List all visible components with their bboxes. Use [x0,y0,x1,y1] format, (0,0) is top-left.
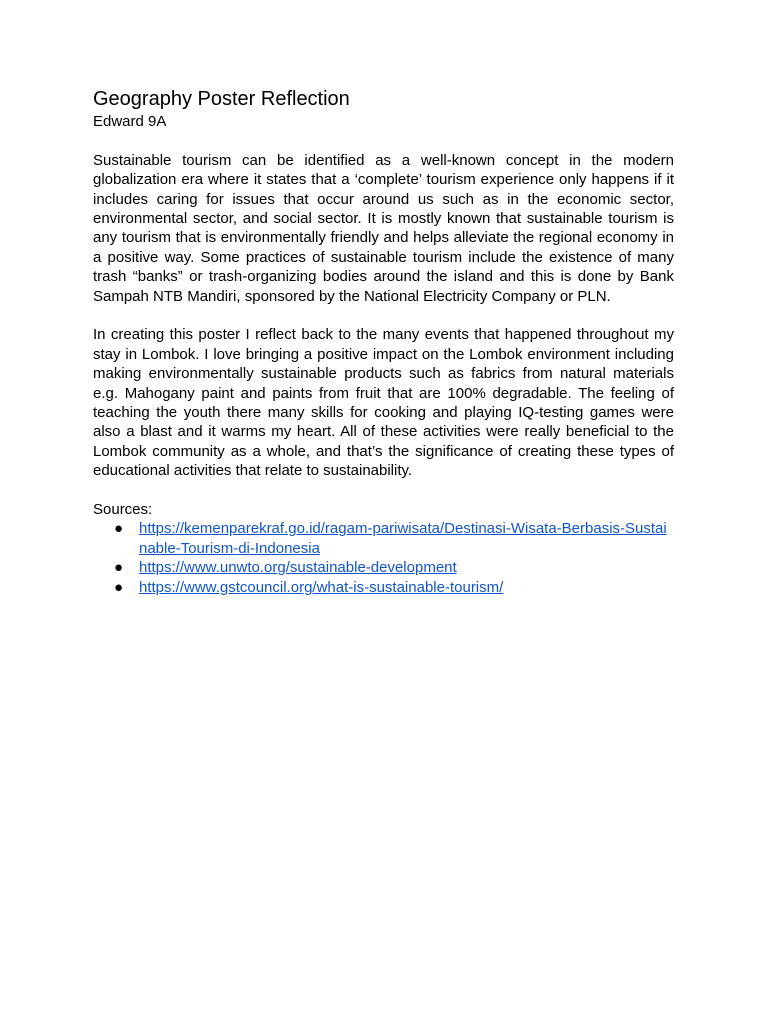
paragraph-reflection: In creating this poster I reflect back to the many events that happened throughout my stay in Lombok. I love bringing a positive impact on the Lombok environment including making environmentally sustainable products such as fabrics from natural materials e.g. Mahogany paint and paints from fruit that are 100% degradable. The feeling of teaching the youth there many skills for cooking and playing IQ-testing games were also a blast and it warms my heart. All of these activities were really beneficial to the Lombok community as a whole, and that’s the significance of creating these types of educational activities that relate to sustainability. [93,326,674,480]
paragraph-sustainable-tourism: Sustainable tourism can be identified as a well-known concept in the modern globalization era where it states that a ‘complete’ tourism experience only happens if it includes caring for issues that occur around us such as in the economic sector, environmental sector, and social sector. It is mostly known that sustainable tourism is any tourism that is environmentally friendly and helps alleviate the regional economy in a positive way. Some practices of sustainable tourism include the existence of many trash “banks” or trash-organizing bodies around the island and this is done by Bank Sampah NTB Mandiri, sponsored by the National Electricity Company or PLN. [93,151,674,305]
sources-list [93,519,674,597]
source-item [93,578,674,597]
bullet-icon: ● [114,578,124,596]
sources-label: Sources: [93,501,153,519]
blank-line [93,306,674,325]
document-title: Geography Poster Reflection [93,88,350,110]
blank-line [93,131,674,150]
source-item [93,519,674,558]
source-link-gstcouncil[interactable]: https://www.gstcouncil.org/what-is-sustainable-tourism/ [139,578,504,596]
source-link-kemenparekraf[interactable]: https://kemenparekraf.go.id/ragam-pariwisata/Destinasi-Wisata-Berbasis-Sustainable-Tourism-di-Indonesia [139,520,667,557]
bullet-icon: ● [114,559,124,577]
author-line: Edward 9A [93,113,167,130]
source-link-unwto[interactable]: https://www.unwto.org/sustainable-development [139,559,457,577]
blank-line [93,481,674,500]
document-page [93,86,674,597]
source-item [93,558,674,577]
bullet-icon: ● [114,520,124,538]
